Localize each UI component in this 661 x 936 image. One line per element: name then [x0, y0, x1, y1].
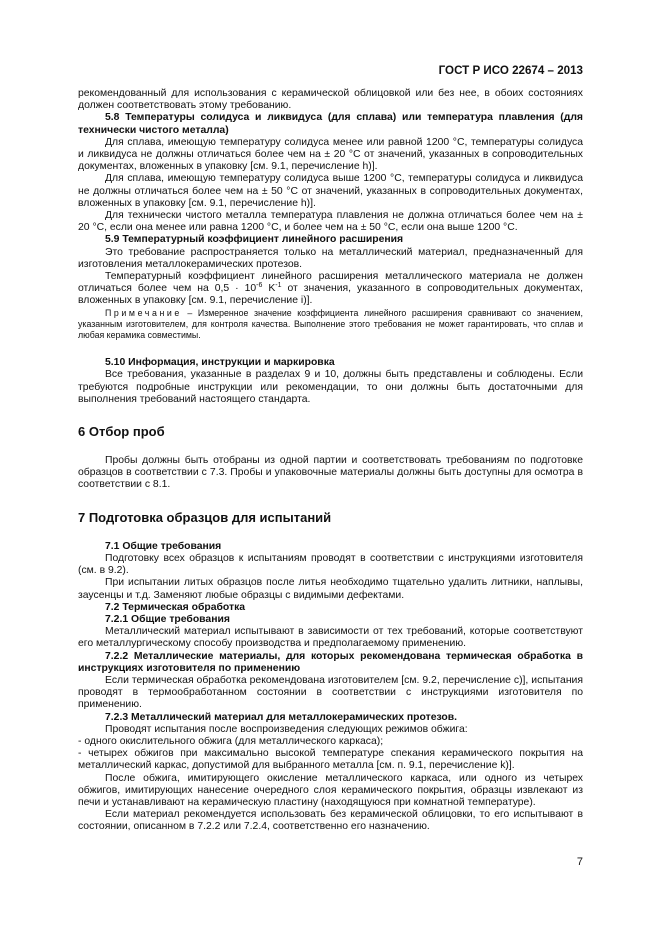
- paragraph: Это требование распространяется только на металлический материал, предназначенный для изготовления металлокерамических протезов.: [78, 246, 583, 270]
- section-heading-7-2-1: 7.2.1 Общие требования: [105, 613, 230, 625]
- paragraph: Металлический материал испытывают в зависимости от тех требований, которые соответствуют его металлургическому способу производства и предполагаемому применению.: [78, 626, 583, 650]
- section-heading-6: 6 Отбор проб: [78, 424, 165, 440]
- paragraph: После обжига, имитирующего окисление металлического каркаса, или одного из четырех обжигов, имитирующих нанесение очередного слоя керамического покрытия, образцы извлекают из печи и устанавливают на керамическую пластину (находящуюся при комнатной температуре).: [78, 772, 583, 808]
- page-number: 7: [576, 856, 583, 868]
- section-heading-7-2: 7.2 Термическая обработка: [105, 601, 246, 613]
- document-body: [78, 88, 583, 834]
- section-heading-5-9: 5.9 Температурный коэффициент линейного расширения: [105, 234, 404, 246]
- paragraph: Если термическая обработка рекомендована изготовителем [см. 9.2, перечисление c)], испытания проводят в термообработанном состоянии в соответствии с инструкциями изготовителя по применению.: [78, 674, 583, 711]
- exponent: -6: [256, 282, 263, 290]
- paragraph: рекомендованный для использования с керамической облицовкой или без нее, в обоих состояниях должен соответствовать этому требованию.: [78, 88, 583, 112]
- paragraph: Все требования, указанные в разделах 9 и 10, должны быть представлены и соблюдены. Если требуются подробные инструкции или рекомендации, то они должны быть достаточными для выполнения требований настоящего стандарта.: [78, 369, 583, 405]
- text-fragment: от значения, указанного в сопроводительных документах, вложенных в упаковку [см. 9.1, перечисление i)].: [78, 283, 583, 307]
- text-fragment: K: [262, 283, 276, 295]
- paragraph: Для сплава, имеющую температуру солидуса выше 1200 °C, температуры солидуса и ликвидуса не должны отличаться более чем на ± 50 °C от значений, указанных в сопроводительных документах, вложенных в упаковку [см. 9.1, перечисление h)].: [78, 173, 583, 209]
- note: [78, 308, 583, 342]
- section-heading-7: 7 Подготовка образцов для испытаний: [78, 509, 332, 525]
- paragraph: Подготовку всех образцов к испытаниям проводят в соответствии с инструкциями изготовителя (см. в 9.2).: [78, 552, 583, 577]
- exponent: -1: [275, 282, 282, 290]
- section-heading-7-2-2: 7.2.2 Металлические материалы, для которых рекомендована термическая обработка в инструкциях изготовителя по применению: [78, 650, 583, 674]
- document-header: ГОСТ Р ИСО 22674 – 2013: [438, 64, 583, 77]
- paragraph: Если материал рекомендуется использовать без керамической облицовки, то его испытывают в состоянии, описанном в 7.2.2 или 7.2.4, соответственно его назначению.: [78, 809, 583, 833]
- section-heading-7-1: 7.1 Общие требования: [105, 540, 222, 552]
- note-label: Примечание: [105, 307, 182, 318]
- section-heading-5-10: 5.10 Информация, инструкции и маркировка: [105, 357, 335, 369]
- section-heading-5-8: 5.8 Температуры солидуса и ликвидуса (для сплава) или температура плавления (для технически чистого металла): [78, 112, 583, 136]
- list-item: - четырех обжигов при максимально высокой температуре спекания керамического покрытия на металлический каркас, допустимой для выбранного металла [см. п. 9.1, перечисление k)].: [78, 748, 583, 772]
- paragraph: При испытании литых образцов после литья необходимо тщательно удалить литники, наплывы, заусенцы и т.д. Заменяют любые образцы с видимыми дефектами.: [78, 577, 583, 601]
- paragraph: Для технически чистого металла температура плавления не должна отличаться более чем на ± 20 °C, если она менее или равна 1200 °C, и более чем на ± 50 °C, если она выше 1200 °C.: [78, 210, 583, 234]
- paragraph: [78, 271, 583, 308]
- paragraph: Для сплава, имеющую температуру солидуса менее или равной 1200 °C, температуры солидуса и ликвидуса не должны отличаться более чем на ± 20 °C от значений, указанных в сопроводительных документах, вложенных в упаковку [см. 9.1, перечисление h)].: [78, 136, 583, 173]
- note-text: – Измеренное значение коэффициента линейного расширения сравнивают со значением, указанным изготовителем, для контроля качества. Выполнение этого требования не может гарантировать, что сплав и любая керамика совместимы.: [78, 307, 583, 341]
- paragraph: Проводят испытания после воспроизведения следующих режимов обжига:: [105, 723, 468, 735]
- text-fragment: Температурный коэффициент линейного расширения металлического материала не должен отличаться более чем на 0,5 · 10: [78, 271, 583, 295]
- paragraph: Пробы должны быть отобраны из одной партии и соответствовать требованиям по подготовке образцов в соответствии с 7.3. Пробы и упаковочные материалы должны быть доступны для осмотра в соответствии с 8.1.: [78, 455, 583, 491]
- list-item: - одного окислительного обжига (для металлического каркаса);: [78, 735, 384, 747]
- section-heading-7-2-3: 7.2.3 Металлический материал для металлокерамических протезов.: [105, 711, 458, 723]
